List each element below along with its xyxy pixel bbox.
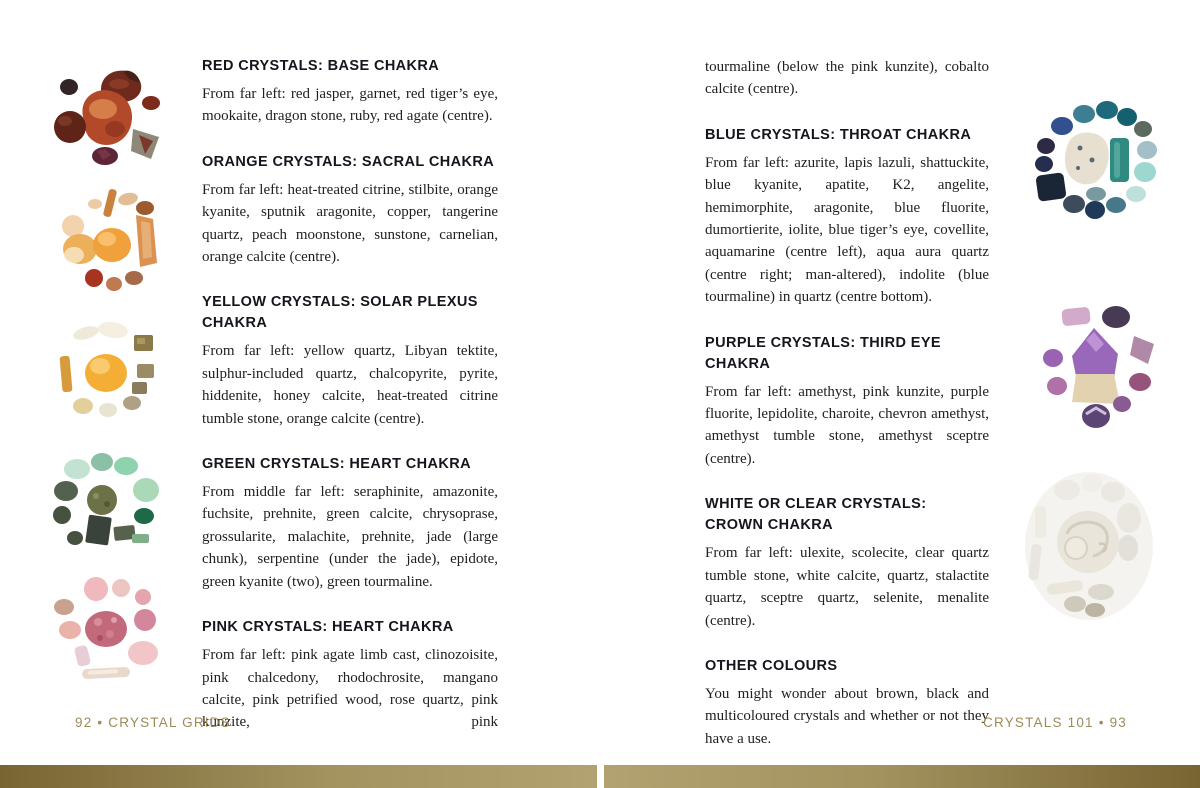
section-purple-crystals (705, 333, 989, 471)
green-crystals-photo (40, 448, 166, 560)
section-heading: OTHER COLOURS (705, 657, 838, 674)
right-page-text-column (705, 56, 989, 774)
section-other-colours (705, 656, 989, 750)
petrified-wood-stick (82, 667, 130, 679)
section-heading: ORANGE CRYSTALS: SACRAL CHAKRA (202, 153, 495, 170)
section-pink-continuation (705, 56, 989, 101)
ruby-rough (92, 147, 118, 165)
dragon-stone (131, 129, 159, 159)
section-body: From far left: pink agate limb cast, clinozoisite, pink chalcedony, rhodochrosite, mangano calcite, pink petrified wood, rose quartz, pink kunzite, pink (202, 647, 498, 731)
page-number-right: CRYSTALS 101 • 93 (983, 715, 1127, 730)
section-heading: PURPLE CRYSTALS: THIRD EYE CHAKRA (705, 334, 941, 372)
rhodochrosite-cluster (85, 611, 127, 647)
purple-crystals-photo (1024, 292, 1168, 452)
bottom-bar-right-page (604, 765, 1200, 788)
section-body: From far left: azurite, lapis lazuli, shattuckite, blue kyanite, apatite, K2, angelite, hemimorphite, aragonite, blue fluorite, dumortierite, iolite, blue tiger’s eye, covellite, aquamarine (centre left), aqua aura quartz (centre right; man-altered), indolite (blue tourmaline) in quartz (centre bottom). (705, 154, 989, 306)
menalite-carved-center (1057, 511, 1119, 573)
section-heading: PINK CRYSTALS: HEART CHAKRA (202, 619, 454, 636)
section-body: From middle far left: seraphinite, amazonite, fuchsite, prehnite, green calcite, chrysoprase, grossularite, malachite, prehnite, jade (large chunk), serpentine (under the jade), epidote, green kyanite (two), green tourmaline. (202, 484, 498, 590)
section-pink-crystals (202, 617, 498, 734)
section-heading: GREEN CRYSTALS: HEART CHAKRA (202, 456, 471, 473)
yellow-crystals-photo (40, 318, 166, 424)
orange-calcite-center (93, 228, 131, 262)
chevron-amethyst (1082, 404, 1110, 428)
section-red-crystals (202, 56, 498, 128)
orange-calcite-big (85, 354, 127, 392)
section-body: tourmaline (below the pink kunzite), cobalto calcite (centre). (705, 59, 989, 98)
white-crystals-photo (1015, 462, 1167, 630)
section-yellow-crystals (202, 292, 498, 430)
bottom-bar-left-page (0, 765, 597, 788)
section-body: From far left: amethyst, pink kunzite, purple fluorite, lepidolite, charoite, chevron amethyst, amethyst tumble stone, amethyst sceptre (centre). (705, 383, 989, 467)
section-heading: RED CRYSTALS: BASE CHAKRA (202, 58, 440, 74)
page-number-left: 92 • CRYSTAL GRIDS (75, 715, 231, 730)
section-white-crystals (705, 494, 989, 632)
section-blue-crystals (705, 125, 989, 309)
bottom-bar-gutter (597, 765, 604, 788)
pink-crystals-photo (40, 572, 170, 682)
section-heading: YELLOW CRYSTALS: SOLAR PLEXUS CHAKRA (202, 294, 478, 332)
section-body: You might wonder about brown, black and multicoloured crystals and whether or not they have a use. (705, 685, 989, 747)
moss-center (87, 485, 117, 515)
amethyst-sceptre-center (1072, 328, 1120, 404)
aquamarine-column (1110, 138, 1129, 182)
red-crystals-photo (45, 57, 165, 169)
k2-stone-center (1065, 132, 1109, 184)
section-body: From far left: ulexite, scolecite, clear quartz tumble stone, white calcite, quartz, stalactite quartz, sceptre quartz, selenite, menalite (centre). (705, 545, 989, 629)
tangerine-quartz-point (136, 215, 157, 267)
section-heading: WHITE OR CLEAR CRYSTALS: CROWN CHAKRA (705, 496, 927, 534)
orange-crystals-photo (44, 185, 166, 297)
bottom-gold-bar (0, 765, 1200, 788)
pyrite-cube (134, 335, 153, 351)
section-body: From far left: yellow quartz, Libyan tektite, sulphur-included quartz, chalcopyrite, pyrite, hiddenite, honey calcite, heat-treated citrine tumble stone, orange calcite (centre). (202, 343, 498, 427)
section-body: From far left: heat-treated citrine, stilbite, orange kyanite, sputnik aragonite, copper, tangerine quartz, peach moonstone, sunstone, carnelian, orange calcite (centre). (202, 181, 498, 266)
section-green-crystals (202, 454, 498, 593)
left-page-text-column (202, 56, 498, 758)
section-heading: BLUE CRYSTALS: THROAT CHAKRA (705, 126, 972, 143)
section-body: From far left: red jasper, garnet, red tiger’s eye, mookaite, dragon stone, ruby, red agate (centre). (202, 86, 498, 125)
blue-crystals-photo (1022, 98, 1170, 240)
calcite-left (63, 234, 97, 264)
section-orange-crystals (202, 152, 498, 269)
